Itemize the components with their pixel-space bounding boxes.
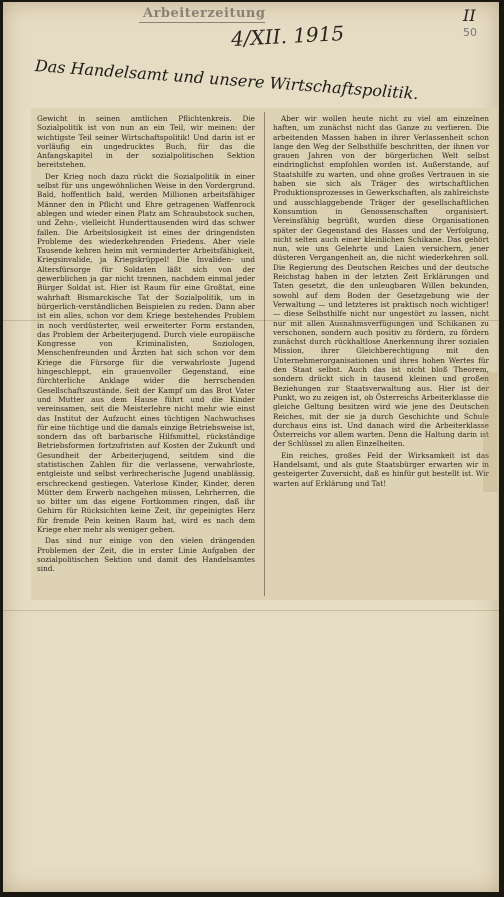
- roman-numeral: II: [463, 6, 476, 25]
- paragraph: Der Krieg noch dazu rückt die Sozialpolitik in einer selbst für uns ungewöhnlichen Weise in den Vordergrund. Bald, hoffentlich bald, werden Millionen arbeitsfähiger Männer den in Pflicht und Ehre getragenen Waffenrock ablegen und wieder einen Platz am Schraubstock suchen, und Zehn-, vielleicht Hunderttausenden wird das schwer fallen. Die Arbeitslosigkeit ist eines der dringendsten Probleme des wiederkehrenden Friedens. Aber viele Tausende kehren heim mit verminderter Arbeitsfähigkeit, Kriegsinvalide, ja Kriegskrüppel! Die Invaliden- und Altersfürsorge für Soldaten läßt sich von der gewerblichen ja gar nicht trennen, nachdem einmal jeder Bürger Soldat ist. Hier ist Raum für eine Großtat, eine wahrhaft Bismarckische Tat der Sozialpolitik, um in bürgerlich-verständlichen Beispielen zu reden. Dann aber ist ein alles, schon vor dem Kriege bestehendes Problem in noch verdüsterter, weil erweiterter Form erstanden, das Problem der Arbeiterjugend. Durch viele europäische Kongresse von Kriminalisten, Soziologen, Menschenfreunden und Ärzten hat sich schon vor dem Kriege die Fürsorge für die verwahrloste Jugend hingeschleppt, ein grauenvoller Gegenstand, eine fürchterliche Anklage wider die herrschenden Gesellschaftszustände. Seit der Kampf um das Brot Vater und Mutter aus dem Hause führt und die Kinder vereinsamen, seit die Meisterlehre nicht mehr wie einst das Institut der Aufzucht eines tüchtigen Nachwuchses für eine tüchtige und die damals einzige Betriebsweise ist, sondern das oft barbarische Hilfsmittel, rückständige Betriebsformen fortzufristen auf Kosten der Zukunft und Gesundheit der Arbeiterjugend, seitdem sind die statistischen Zahlen für die verlassene, verwahrloste, entgleiste und selbst verbrecherische Jugend unablässig, erschreckend gestiegen. Vaterlose Kinder, Kinder, deren Mütter dem Erwerb nachgehen müssen, Lehrherren, die so bitter um das eigene Fortkommen ringen, daß ihr Gehirn für Rücksichten keine Zeit, ihr gepeinigtes Herz für fremde Pein keinen Raum hat, wird es nach dem Kriege eher mehr als weniger geben.: [37, 171, 255, 535]
- reference-number: 50: [463, 26, 477, 39]
- paragraph: Ein reiches, großes Feld der Wirksamkeit ist das Handelsamt, und als gute Staatsbürger erwarten wir in gesteigerter Zuversicht, daß es hinfür gut bestellt ist. Wir warten auf Erklärung und Tat!: [273, 450, 489, 488]
- article-column-left: [37, 114, 255, 576]
- paragraph: Aber wir wollen heute nicht zu viel am einzelnen haften, um zunächst nicht das Ganze zu verlieren. Die arbeitenden Massen haben in ihrer Verlassenheit schon lange den Weg der Selbsthilfe beschritten, der ihnen vor grauen Jahren von der bürgerlichen Welt selbst eindringlichst empfohlen worden ist. Außerstande, auf Staatshilfe zu warten, und ohne großes Vertrauen in sie haben sie sich als Träger des wirtschaftlichen Produktionsprozesses in Gewerkschaften, als zahlreichste und ausschlaggebende Träger der gesellschaftlichen Konsumtion in Genossenschaften organisiert. Vereinsfähig begrüßt, wurden diese Organisationen später der Gegenstand des Hasses und der Verfolgung, nicht selten auch einer kleinlichen Schikane. Das gehört nun, wie uns Gelehrte und Laien versichern, jener düsteren Vergangenheit an, die nicht wiederkehren soll. Die Regierung des Deutschen Reiches und der deutsche Reichstag haben in der letzten Zeit Erklärungen und Taten gesetzt, die den unleugbaren Willen bekunden, sowohl auf dem Boden der Gesetzgebung wie der Verwaltung — und letzteres ist praktisch noch wichtiger! — diese Selbsthilfe nicht nur ungestört zu lassen, nicht nur mit allen Ausnahmsverfügungen und Schikanen zu verschonen, sondern auch positiv zu fördern, zu fördern zunächst durch rückhaltlose Anerkennung ihrer sozialen Mission, ihrer Gleichberechtigung mit den Unternehmerorganisationen und ihres hohen Wertes für den Staat selbst. Auch das ist nicht bloß Theorem, sondern drückt sich in tausend kleinen und großen Beziehungen zur Staatsverwaltung aus. Hier ist der Punkt, wo zu zeigen ist, ob Österreichs Arbeiterklasse die gleiche Geltung besitzen wird wie jene des Deutschen Reiches, mit der sie ja durch Geschichte und Schule durchaus eins ist. Und danach wird die Arbeiterklasse Österreichs vor allem warten. Denn die Haltung darin ist der Schlüssel zu allen Einzelheiten.: [273, 114, 489, 449]
- paper-crease: [3, 320, 499, 321]
- paragraph: Gewicht in seinen amtlichen Pflichtenkreis. Die Sozialpolitik ist von nun an ein Teil, wir meinen: der wichtigste Teil seiner Wirtschaftspolitik! Und darin ist er vorläufig ein ungedrucktes Buch, für das die Anfangskapitel in der sozialpolitischen Sektion bereitstehen.: [37, 114, 255, 170]
- handwritten-title: Das Handelsamt und unsere Wirtschaftspolitik.: [34, 56, 420, 104]
- stamp-underline: [139, 22, 265, 23]
- handwritten-date: 4/XII. 1915: [230, 21, 345, 51]
- newspaper-stamp: Arbeiterzeitung: [143, 6, 266, 21]
- paper-stain: [483, 372, 497, 492]
- article-column-right: [273, 114, 489, 490]
- paragraph: Das sind nur einige von den vielen drängenden Problemen der Zeit, die in erster Linie Aufgaben der sozialpolitischen Sektion und damit des Handelsamtes sind.: [37, 536, 255, 574]
- column-divider: [264, 112, 265, 596]
- newspaper-clipping-sheet: [3, 2, 499, 892]
- paper-crease: [3, 610, 499, 611]
